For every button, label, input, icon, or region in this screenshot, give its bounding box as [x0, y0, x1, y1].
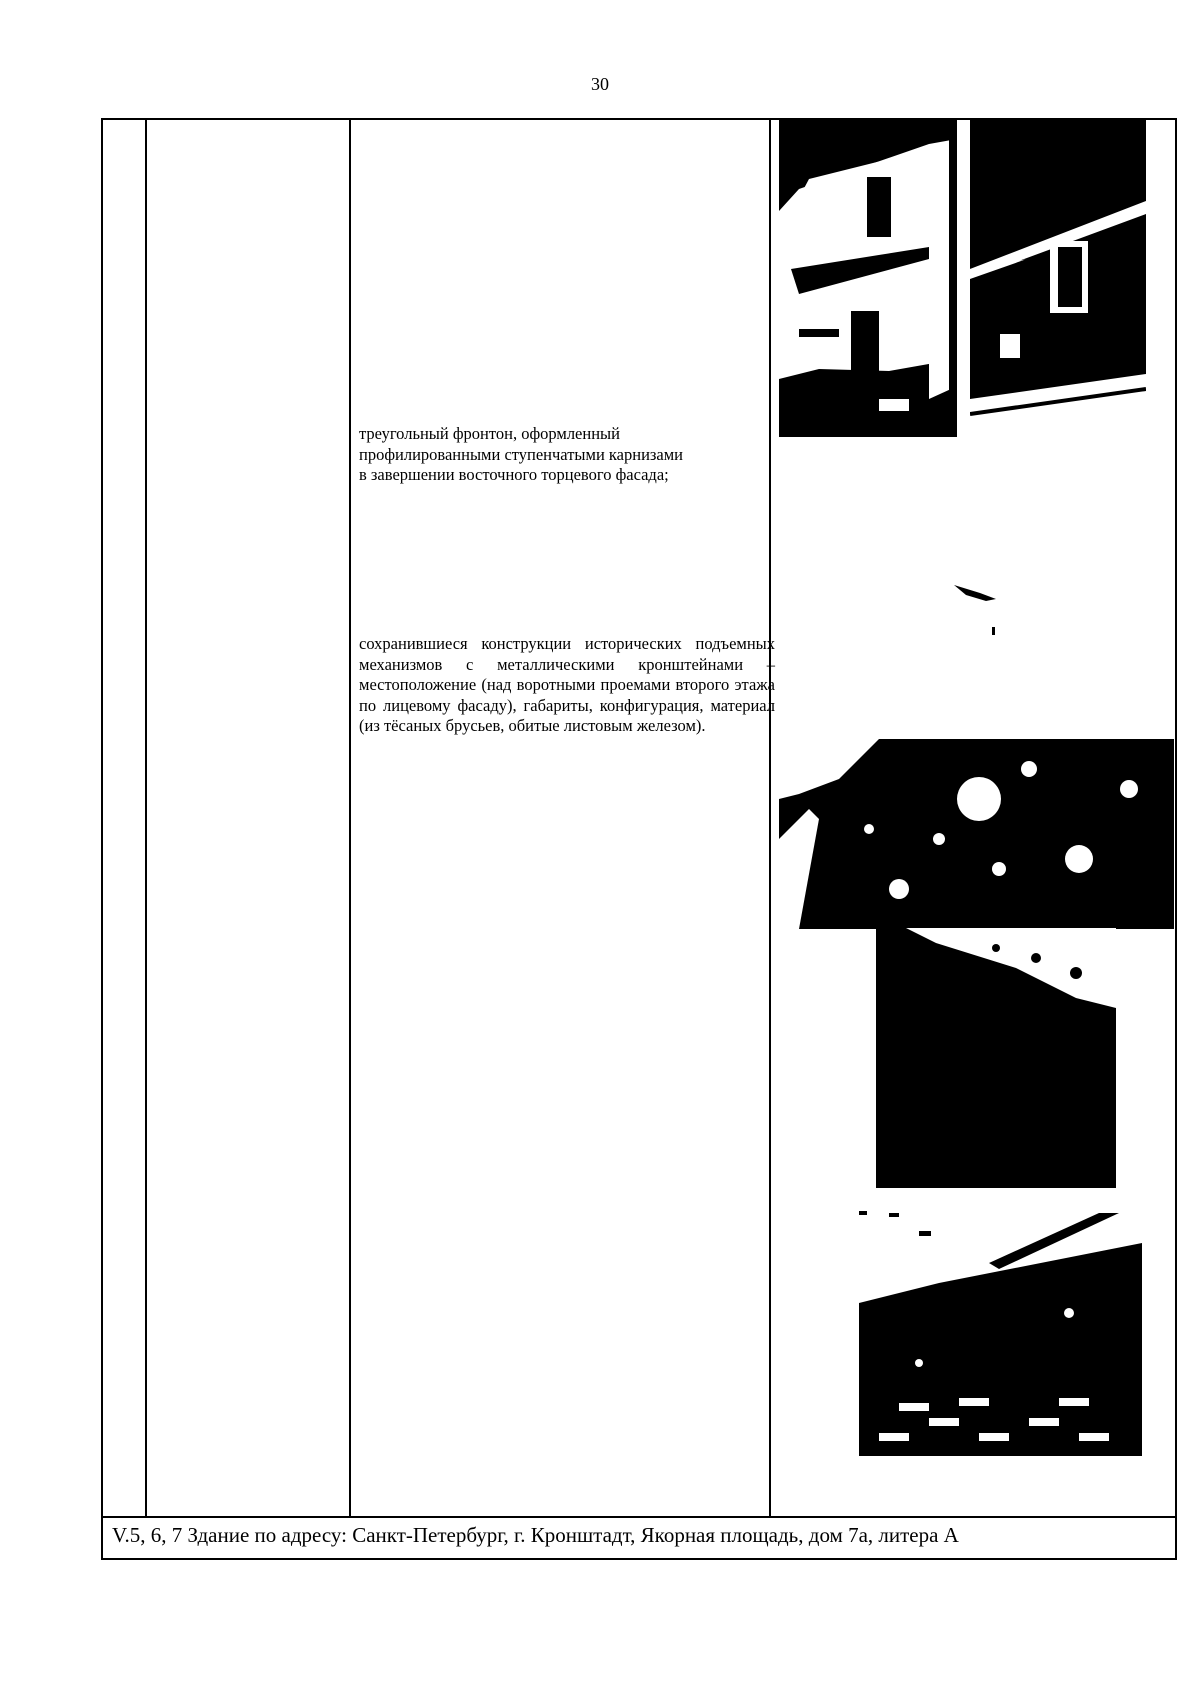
column-divider-1: [145, 118, 147, 1516]
photo-tree-canopy: [779, 739, 1174, 929]
table-footer-divider: [101, 1516, 1177, 1518]
feature-text-lifting-mechanisms: сохранившиеся конструкции исторических подъемных механизмов с металлическими кронштейнами – местоположение (над воротными проемами второго этажа по лицевому фасаду), габариты, конфигурация, материал (из тёсаных брусьев, обитые листовым железом).: [359, 634, 775, 735]
page-number: 30: [591, 74, 609, 94]
feature-text-pediment: треугольный фронтон, оформленный профилированными ступенчатыми карнизами в завершении восточного торцевого фасада;: [359, 424, 684, 484]
document-table: [101, 118, 1177, 1560]
table-right-border: [1175, 118, 1177, 1560]
photo-brick-wall: [859, 1203, 1142, 1456]
footer-caption: V.5, 6, 7 Здание по адресу: Санкт-Петербург, г. Кронштадт, Якорная площадь, дом 7а, литера А: [112, 1523, 959, 1547]
column-divider-3: [769, 118, 771, 1516]
table-left-border: [101, 118, 103, 1560]
photo-lifting-bracket-detail: [876, 579, 996, 639]
photo-east-facade-right: [970, 119, 1146, 437]
column-divider-2: [349, 118, 351, 1516]
photo-east-facade-left: [779, 119, 957, 437]
photo-roof-dark: [876, 928, 1116, 1188]
table-bottom-border: [101, 1558, 1177, 1560]
